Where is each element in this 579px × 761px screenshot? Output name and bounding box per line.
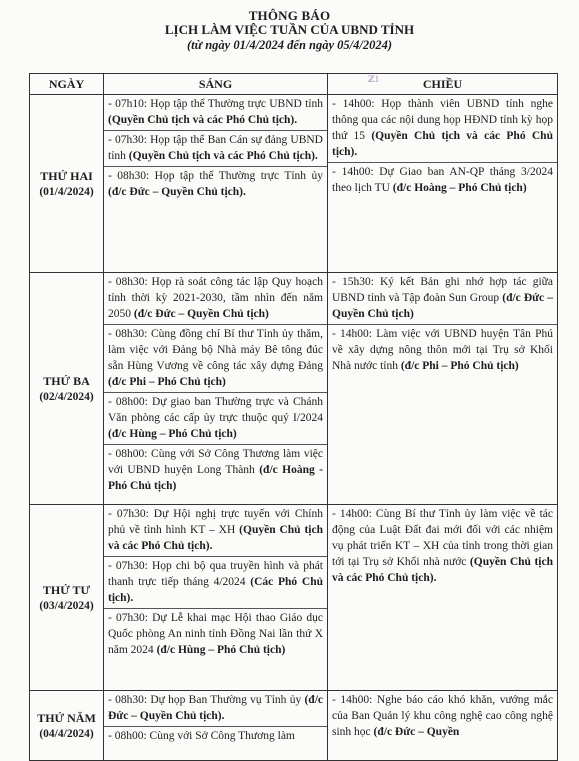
schedule-item (104, 324, 327, 392)
day-name: THỨ TƯ (42, 582, 91, 597)
item-text: - 15h30: Ký kết Bản ghi nhớ hợp tác giữa UBND tỉnh và Tập đoàn Sun Group (332, 276, 553, 304)
afternoon-cell (328, 505, 558, 691)
item-participants: (đ/c Hoàng – Phó Chủ tịch) (392, 182, 527, 194)
schedule-item (104, 444, 327, 496)
morning-cell (104, 95, 328, 273)
day-cell (30, 691, 104, 761)
handwritten-mark: ℤ1 (368, 74, 380, 84)
item-text: - 08h30: Cùng đồng chí Bí thư Tỉnh ủy thăm, làm việc với Đảng bộ Nhà máy Bê tông đúc sẵn Hùng Vương về công tác xây dựng Đảng (108, 328, 323, 372)
schedule-item (104, 273, 327, 324)
schedule-row (30, 505, 558, 691)
item-participants: (đ/c Phi – Phó Chủ tịch) (400, 360, 519, 372)
afternoon-cell (328, 691, 558, 761)
schedule-item (104, 392, 327, 444)
day-name: THỨ BA (43, 373, 90, 388)
item-text: - 08h30: Dự họp Ban Thường vụ Tỉnh ủy (108, 694, 305, 706)
schedule-row (30, 691, 558, 761)
item-participants: (đ/c Đức – Quyền Chủ tịch). (108, 186, 246, 198)
item-participants: (đ/c Đức – Quyền (373, 726, 460, 738)
table-header-row (30, 74, 558, 95)
schedule-item (104, 166, 327, 202)
schedule-item (328, 162, 557, 198)
item-text: - 14h00: Cùng Bí thư Tỉnh ủy làm việc về tác động của Luật Đất đai mới đối với các nhiệm vụ phát triển KT – XH của tỉnh trong thời gian tới tại Trụ sở Khối nhà nước (332, 508, 553, 568)
schedule-table (29, 73, 558, 761)
item-participants: (đ/c Đức – Quyền Chủ tịch) (332, 292, 553, 320)
schedule-item (328, 95, 557, 162)
item-participants: (Quyền Chủ tịch và các Phó Chủ tịch). (128, 150, 318, 162)
item-text: - 14h00: Làm việc với UBND huyện Tân Phú về xây dựng nông thôn mới tại Trụ sở Khối Nhà nước tỉnh (332, 328, 553, 372)
morning-cell (104, 505, 328, 691)
notice-title: THÔNG BÁO (248, 8, 331, 23)
header-morning: SÁNG (104, 74, 328, 95)
item-participants: (đ/c Hoàng - Phó Chủ tịch) (108, 464, 323, 492)
item-text: - 14h00: Họp thành viên UBND tỉnh nghe thông qua các nội dung họp HĐND tỉnh kỳ họp thứ 15 (332, 98, 553, 142)
day-cell (30, 505, 104, 691)
notice-subtitle: LỊCH LÀM VIỆC TUẦN CỦA UBND TỈNH (164, 22, 415, 37)
item-text: - 08h00: Dự giao ban Thường trực và Chánh Văn phòng các cấp ủy trực thuộc quý I/2024 (108, 396, 323, 424)
day-name: THỨ HAI (40, 168, 93, 183)
schedule-item (328, 505, 557, 588)
afternoon-cell (328, 95, 558, 273)
day-cell (30, 95, 104, 273)
item-participants: (đ/c Phi – Phó Chủ tịch) (108, 376, 226, 388)
schedule-item (104, 608, 327, 660)
day-date: (04/4/2024) (39, 727, 94, 740)
item-text: - 14h00: Dự Giao ban AN-QP tháng 3/2024 theo lịch TU (332, 166, 553, 194)
morning-cell (104, 691, 328, 761)
schedule-item (104, 505, 327, 556)
item-text: - 08h30: Họp tập thể Thường trực Tỉnh ủy (108, 170, 323, 182)
schedule-item (328, 691, 557, 742)
item-text: - 07h30: Dự Hội nghị trực tuyến với Chính phủ về tình hình KT – XH (108, 508, 323, 536)
item-text: - 07h30: Họp tập thể Ban Cán sự đảng UBND tỉnh (108, 134, 323, 162)
day-name: THỨ NĂM (37, 710, 96, 725)
schedule-item (104, 691, 327, 726)
header-day: NGÀY (30, 74, 104, 95)
item-text: - 07h30: Họp chi bộ qua truyền hình và phát thanh trực tiếp tháng 4/2024 (108, 560, 323, 588)
item-participants: (đ/c Hùng – Phó Chủ tịch) (156, 644, 286, 656)
item-text: - 08h00: Cùng với Sở Công Thương làm (108, 730, 295, 742)
item-participants: (Các Phó Chủ tịch). (108, 576, 323, 604)
schedule-item (104, 556, 327, 608)
date-range: (từ ngày 01/4/2024 đến ngày 05/4/2024) (186, 38, 393, 52)
item-participants: (Quyền Chủ tịch và các Phó Chủ tịch). (108, 114, 298, 126)
item-text: - 07h10: Họp tập thể Thường trực UBND tỉnh (108, 98, 323, 110)
schedule-item (104, 726, 327, 746)
item-participants: (Quyền Chủ tịch và các Phó Chủ tịch). (332, 130, 553, 158)
item-text: - 14h00: Nghe báo cáo khó khăn, vướng mắc của Ban Quản lý khu công nghệ cao công nghệ sinh học (332, 694, 553, 738)
header-afternoon: CHIỀU (328, 74, 558, 95)
schedule-item (328, 273, 557, 324)
item-participants: (Quyền Chủ tịch và các Phó Chủ tịch). (108, 524, 323, 552)
item-text: - 07h30: Dự Lễ khai mạc Hội thao Giáo dục Quốc phòng An ninh tỉnh Đồng Nai lần thứ X năm 2024 (108, 612, 323, 656)
day-cell (30, 273, 104, 505)
schedule-item (328, 324, 557, 376)
schedule-row (30, 95, 558, 273)
schedule-item (104, 130, 327, 166)
day-date: (02/4/2024) (39, 390, 94, 403)
item-participants: (đ/c Đức – Quyền Chủ tịch) (133, 308, 269, 320)
item-text: - 08h30: Họp rà soát công tác lập Quy hoạch tỉnh thời kỳ 2021-2030, tầm nhìn đến năm 2050 (108, 276, 323, 320)
afternoon-cell (328, 273, 558, 505)
item-participants: (Quyền Chủ tịch và các Phó Chủ tịch). (332, 556, 553, 584)
morning-cell (104, 273, 328, 505)
day-date: (03/4/2024) (39, 599, 94, 612)
schedule-item (104, 95, 327, 130)
item-text: - 08h00: Cùng với Sở Công Thương làm việc với UBND huyện Long Thành (108, 448, 323, 476)
schedule-body (30, 95, 558, 761)
item-participants: (đ/c Hùng – Phó Chủ tịch) (108, 428, 237, 440)
day-date: (01/4/2024) (39, 185, 94, 198)
item-participants: (đ/c Đức – Quyền Chủ tịch). (108, 694, 323, 722)
schedule-row (30, 273, 558, 505)
